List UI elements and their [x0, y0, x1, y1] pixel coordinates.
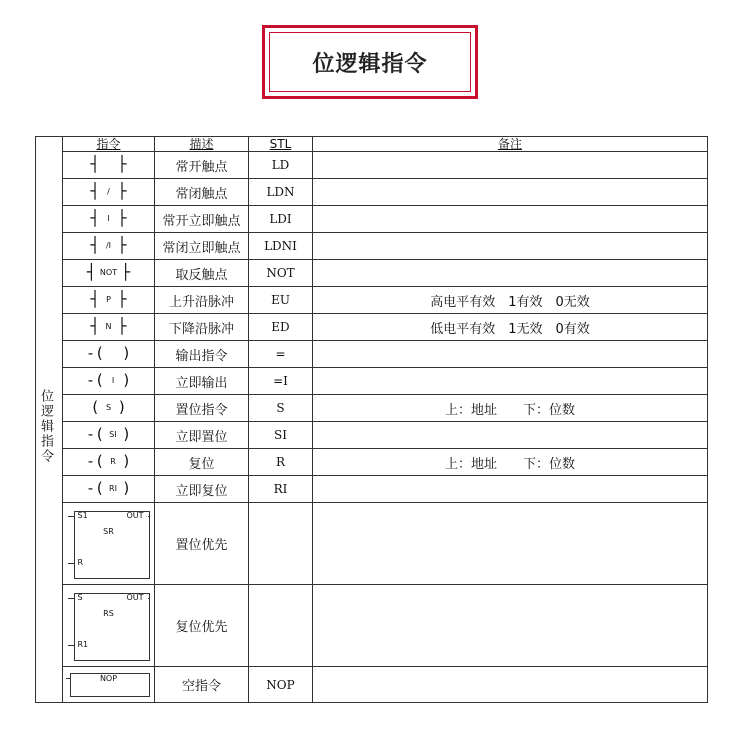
stl-cell: NOP: [249, 667, 313, 703]
stl-cell: [249, 585, 313, 667]
instruction-symbol: [63, 341, 155, 368]
instruction-symbol: [63, 233, 155, 260]
symbol-inner: P: [106, 294, 111, 304]
block-frame: [74, 593, 150, 661]
side-header-blank: [36, 137, 63, 152]
instruction-block: [63, 585, 155, 667]
remark-cell: [313, 503, 708, 585]
symbol-inner: R: [110, 456, 116, 466]
instruction-symbol: [63, 206, 155, 233]
symbol-right: ├: [117, 209, 127, 227]
description-cell: 复位: [155, 449, 249, 476]
ladder-symbol: [86, 427, 131, 442]
symbol-left: ┤: [90, 209, 100, 227]
symbol-left: (: [90, 398, 100, 416]
block-output: OUT: [126, 592, 144, 602]
instruction-table: [35, 136, 708, 703]
stl-cell: LDNI: [249, 233, 313, 260]
remark-cell: [313, 341, 708, 368]
stl-cell: RI: [249, 476, 313, 503]
remark-cell: [313, 206, 708, 233]
stl-cell: S: [249, 395, 313, 422]
table-row: [36, 395, 708, 422]
block-input-bottom: R: [77, 557, 84, 567]
instruction-symbol: [63, 314, 155, 341]
description-cell: 上升沿脉冲: [155, 287, 249, 314]
remark-cell: [313, 260, 708, 287]
symbol-right: ): [117, 398, 127, 416]
instruction-symbol: [63, 422, 155, 449]
symbol-right: ├: [117, 290, 127, 308]
block-frame: [74, 511, 150, 579]
description-cell: 输出指令: [155, 341, 249, 368]
table-row: [36, 422, 708, 449]
symbol-inner: S: [105, 402, 112, 412]
table-row: [36, 179, 708, 206]
ladder-symbol: [90, 211, 126, 226]
instruction-symbol: [63, 476, 155, 503]
symbol-inner: I: [111, 375, 115, 385]
table-row: [36, 287, 708, 314]
stl-cell: SI: [249, 422, 313, 449]
block-input-top: S: [77, 592, 83, 602]
remark-cell: [313, 368, 708, 395]
input-line-top: [68, 516, 74, 517]
symbol-right: ├: [117, 317, 127, 335]
symbol-inner: I: [107, 213, 110, 223]
description-cell: 取反触点: [155, 260, 249, 287]
symbol-left: ┤: [86, 263, 96, 281]
stl-cell: [249, 503, 313, 585]
description-cell: 立即复位: [155, 476, 249, 503]
input-line-bottom: [68, 645, 74, 646]
block-name: RS: [103, 608, 114, 618]
ladder-symbol: [86, 481, 131, 496]
instruction-nop: [63, 667, 155, 703]
block-output: OUT: [126, 510, 144, 520]
remark-cell: [313, 179, 708, 206]
header-remark: 备注: [313, 137, 708, 152]
description-cell: 下降沿脉冲: [155, 314, 249, 341]
ladder-symbol: [90, 292, 126, 307]
table-row: [36, 341, 708, 368]
symbol-right: ): [122, 425, 132, 443]
table-row: [36, 314, 708, 341]
table-row: [36, 667, 708, 703]
remark-cell: [313, 422, 708, 449]
instruction-symbol: [63, 449, 155, 476]
symbol-inner: /: [107, 186, 110, 196]
symbol-inner: SI: [109, 429, 117, 439]
symbol-right: ├: [117, 155, 127, 173]
symbol-left: -(: [85, 371, 105, 389]
stl-cell: LDI: [249, 206, 313, 233]
symbol-left: -(: [85, 452, 105, 470]
symbol-right: ): [122, 344, 132, 362]
table-row: [36, 449, 708, 476]
table-row: [36, 233, 708, 260]
nop-block: [66, 670, 152, 700]
instruction-symbol: [63, 260, 155, 287]
block-input-bottom: R1: [77, 639, 89, 649]
stl-cell: LDN: [249, 179, 313, 206]
ladder-symbol: [86, 454, 131, 469]
symbol-inner: /I: [105, 240, 112, 250]
input-line-bottom: [68, 563, 74, 564]
block-name: SR: [103, 526, 114, 536]
symbol-right: ├: [121, 263, 131, 281]
instruction-symbol: [63, 368, 155, 395]
ladder-symbol: [90, 157, 126, 172]
output-line: [148, 598, 150, 599]
description-cell: 常闭立即触点: [155, 233, 249, 260]
description-cell: 常开触点: [155, 152, 249, 179]
symbol-right: ): [122, 479, 132, 497]
remark-cell: 高电平有效 1有效 0无效: [313, 287, 708, 314]
symbol-left: ┤: [90, 236, 100, 254]
symbol-inner: RI: [109, 483, 117, 493]
stl-cell: =I: [249, 368, 313, 395]
stl-cell: LD: [249, 152, 313, 179]
table-row: [36, 260, 708, 287]
symbol-left: ┤: [90, 182, 100, 200]
function-block: [68, 590, 150, 662]
description-cell: 置位优先: [155, 503, 249, 585]
remark-cell: 上：地址 下：位数: [313, 395, 708, 422]
stl-cell: ED: [249, 314, 313, 341]
description-cell: 空指令: [155, 667, 249, 703]
symbol-left: ┤: [90, 317, 100, 335]
symbol-left: -(: [85, 425, 105, 443]
table-row: [36, 503, 708, 585]
ladder-symbol: [86, 373, 131, 388]
header-stl: STL: [249, 137, 313, 152]
remark-cell: [313, 233, 708, 260]
stl-cell: R: [249, 449, 313, 476]
symbol-left: -(: [85, 479, 105, 497]
symbol-left: ┤: [90, 155, 100, 173]
header-row: [36, 137, 708, 152]
instruction-symbol: [63, 152, 155, 179]
side-label-cell: [36, 152, 63, 703]
remark-cell: 低电平有效 1无效 0有效: [313, 314, 708, 341]
header-instruction: 指令: [63, 137, 155, 152]
description-cell: 常开立即触点: [155, 206, 249, 233]
symbol-inner: N: [105, 321, 112, 331]
instruction-symbol: [63, 287, 155, 314]
description-cell: 复位优先: [155, 585, 249, 667]
title-box: [262, 25, 478, 99]
block-input-top: S1: [77, 510, 88, 520]
header-description: 描述: [155, 137, 249, 152]
symbol-right: ├: [117, 182, 127, 200]
nop-label: NOP: [99, 673, 118, 683]
table-row: [36, 585, 708, 667]
symbol-right: ): [122, 371, 132, 389]
remark-cell: [313, 667, 708, 703]
instruction-symbol: [63, 179, 155, 206]
ladder-symbol: [87, 265, 130, 280]
description-cell: 立即输出: [155, 368, 249, 395]
input-line-top: [68, 598, 74, 599]
ladder-symbol: [90, 400, 126, 415]
table-row: [36, 152, 708, 179]
symbol-inner: NOT: [99, 267, 118, 277]
instruction-block: [63, 503, 155, 585]
ladder-symbol: [86, 346, 131, 361]
remark-cell: [313, 476, 708, 503]
remark-cell: [313, 152, 708, 179]
stl-cell: EU: [249, 287, 313, 314]
ladder-symbol: [90, 238, 126, 253]
instruction-symbol: [63, 395, 155, 422]
symbol-right: ): [122, 452, 132, 470]
remark-cell: [313, 585, 708, 667]
ladder-symbol: [90, 319, 126, 334]
stl-cell: =: [249, 341, 313, 368]
table-row: [36, 476, 708, 503]
description-cell: 置位指令: [155, 395, 249, 422]
function-block: [68, 508, 150, 580]
table-row: [36, 368, 708, 395]
page-title: 位逻辑指令: [269, 32, 471, 92]
symbol-right: ├: [117, 236, 127, 254]
stl-cell: NOT: [249, 260, 313, 287]
description-cell: 常闭触点: [155, 179, 249, 206]
side-label: 位逻辑指令: [38, 389, 53, 465]
description-cell: 立即置位: [155, 422, 249, 449]
symbol-left: ┤: [90, 290, 100, 308]
symbol-left: -(: [85, 344, 105, 362]
table-row: [36, 206, 708, 233]
output-line: [148, 516, 150, 517]
remark-cell: 上：地址 下：位数: [313, 449, 708, 476]
ladder-symbol: [90, 184, 126, 199]
